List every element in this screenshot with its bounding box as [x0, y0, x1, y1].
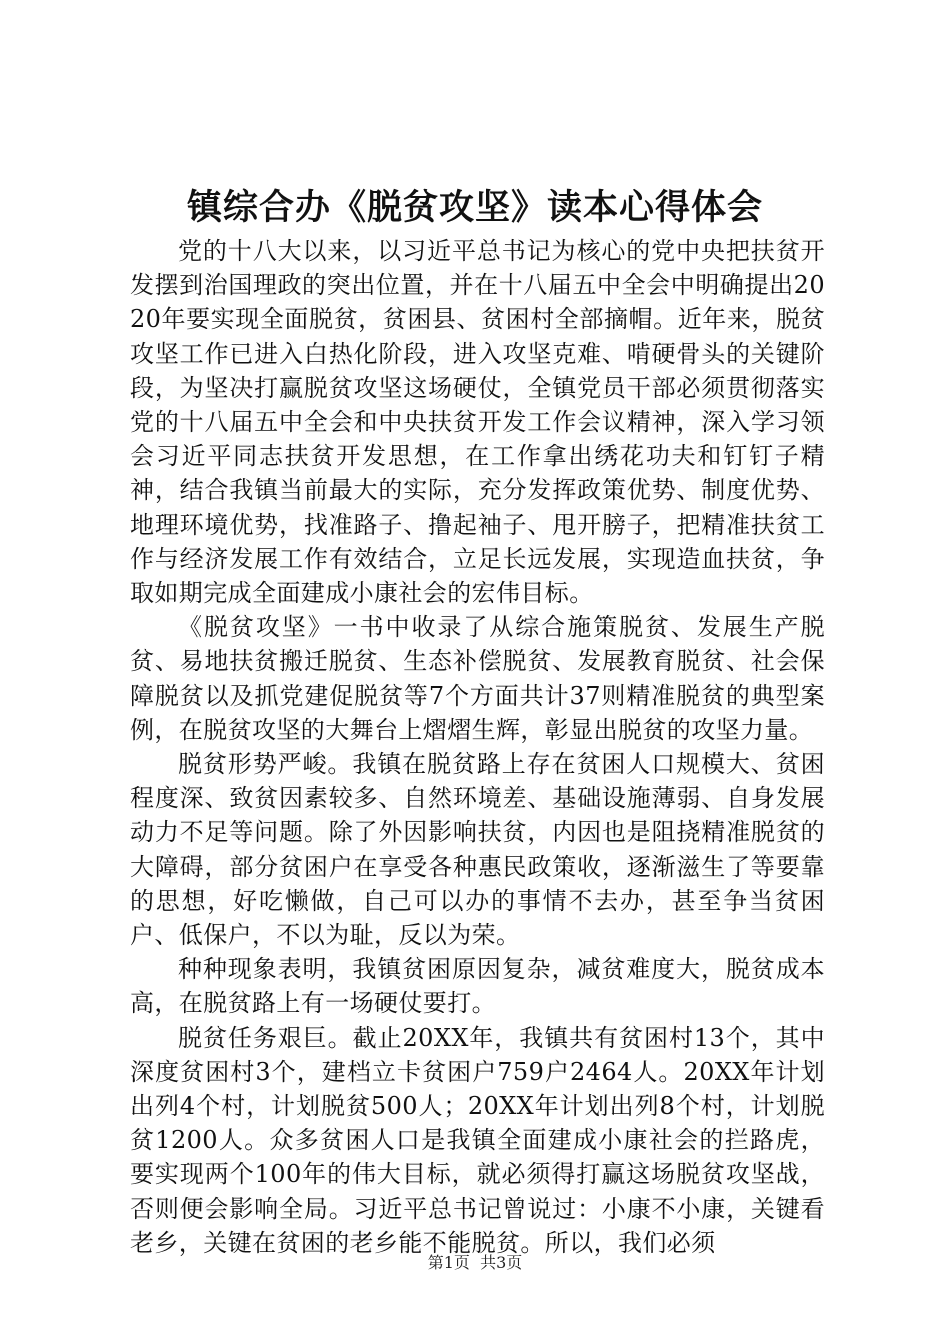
paragraph-5: 脱贫任务艰巨。截止20XX年，我镇共有贫困村13个，其中深度贫困村3个，建档立卡贫困户759户2464人。20XX年计划出列4个村，计划脱贫500人；20XX年计划出列8个村，计划脱贫1200人。众多贫困人口是我镇全面建成小康社会的拦路虎，要实现两个100年的伟大目标，就必须得打赢这场脱贫攻坚战，否则便会影响全局。习近平总书记曾说过：小康不小康，关键看老乡，关键在贫困的老乡能不能脱贫。所以，我们必须 [130, 1023, 825, 1257]
paragraph-1: 党的十八大以来，以习近平总书记为核心的党中央把扶贫开发摆到治国理政的突出位置，并在十八届五中全会中明确提出2020年要实现全面脱贫，贫困县、贫困村全部摘帽。近年来，脱贫攻坚工作已进入白热化阶段，进入攻坚克难、啃硬骨头的关键阶段，为坚决打赢脱贫攻坚这场硬仗，全镇党员干部必须贯彻落实党的十八届五中全会和中央扶贫开发工作会议精神，深入学习领会习近平同志扶贫开发思想，在工作拿出绣花功夫和钉钉子精神，结合我镇当前最大的实际，充分发挥政策优势、制度优势、地理环境优势，找准路子、撸起袖子、甩开膀子，把精准扶贫工作与经济发展工作有效结合，立足长远发展，实现造血扶贫，争取如期完成全面建成小康社会的宏伟目标。 [130, 237, 825, 608]
paragraph-3: 脱贫形势严峻。我镇在脱贫路上存在贫困人口规模大、贫困程度深、致贫因素较多、自然环境差、基础设施薄弱、自身发展动力不足等问题。除了外因影响扶贫，内因也是阻挠精准脱贫的大障碍，部分贫困户在享受各种惠民政策收，逐渐滋生了等要靠的思想，好吃懒做，自己可以办的事情不去办，甚至争当贫困户、低保户，不以为耻，反以为荣。 [130, 750, 825, 950]
paragraph-4: 种种现象表明，我镇贫困原因复杂，减贫难度大，脱贫成本高，在脱贫路上有一场硬仗要打。 [130, 955, 825, 1018]
page-footer [0, 1252, 950, 1274]
document-body [130, 234, 825, 1260]
paragraph-2: 《脱贫攻坚》一书中收录了从综合施策脱贫、发展生产脱贫、易地扶贫搬迁脱贫、生态补偿脱贫、发展教育脱贫、社会保障脱贫以及抓党建促脱贫等7个方面共计37则精准脱贫的典型案例，在脱贫攻坚的大舞台上熠熠生辉，彰显出脱贫的攻坚力量。 [130, 613, 825, 744]
page-number: 第1页 [427, 1253, 470, 1272]
page-total: 共3页 [480, 1253, 523, 1272]
document-title: 镇综合办《脱贫攻坚》读本心得体会 [186, 187, 763, 228]
